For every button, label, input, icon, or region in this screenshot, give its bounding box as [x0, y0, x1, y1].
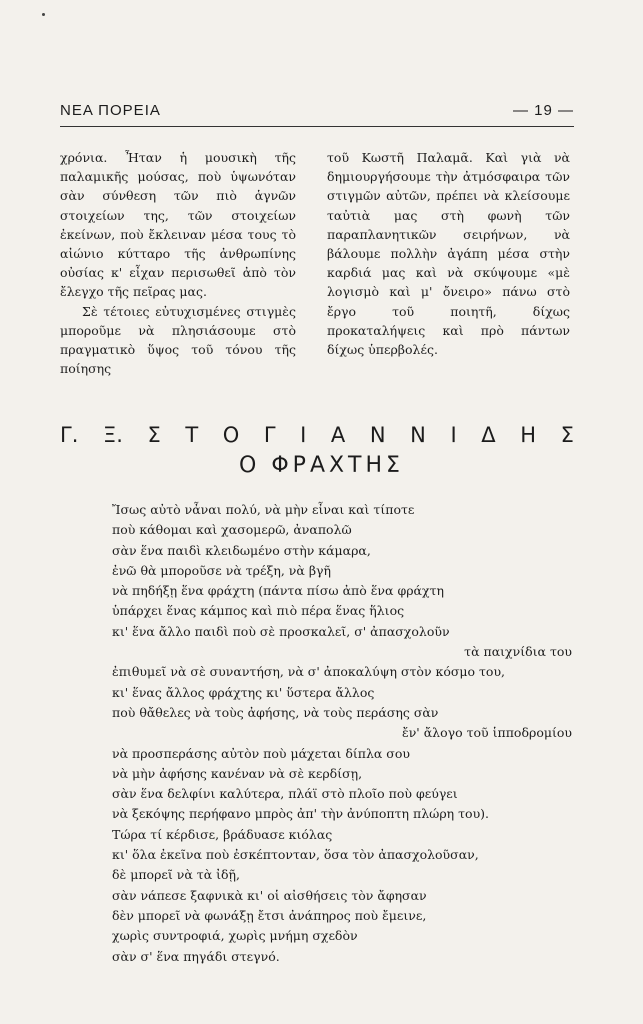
author-letter: Τ — [185, 423, 199, 447]
right-column — [327, 148, 570, 359]
left-paragraph-1: χρόνια. Ἦταν ἡ μουσικὴ τῆς παλαμικῆς μούσας, ποὺ ὑψωνόταν σὰν σύνθεση τῶν πιὸ ἁγνῶν στοιχείων της, τῶν στοιχείων ἐκείνων, ποὺ ἔκλειναν μέσα τους τὸ αἰώνιο κύτταρο τῆς ἀνθρωπίνης οὐσίας κ' εἶχαν περισωθεῖ ἀπὸ τὸν ἔλεγχο τῆς πεῖρας μας. — [60, 150, 296, 300]
left-paragraph-2: Σὲ τέτοιες εὐτυχισμένες στιγμὲς μποροῦμε νὰ πλησιάσουμε στὸ πραγματικὸ ὕψος τοῦ τόνου τῆς ποίησης — [60, 303, 296, 377]
author-letter: Η — [520, 423, 536, 447]
poem-line: κι' ὅλα ἐκεῖνα ποὺ ἐσκέπτονταν, ὅσα τὸν ἀπασχολοῦσαν, — [112, 847, 479, 863]
poem-line: νὰ προσπεράσης αὐτὸν ποὺ μάχεται δίπλα σου — [112, 745, 410, 761]
poem-line: σὰν σ' ἕνα πηγάδι στεγνό. — [112, 948, 280, 964]
poem-line: σὰν νάπεσε ξαφνικὰ κι' οἱ αἰσθήσεις τὸν ἄφησαν — [112, 887, 427, 903]
journal-title: ΝΕΑ ΠΟΡΕΙΑ — [60, 102, 161, 119]
author-name — [60, 423, 574, 447]
poem-line: Ἴσως αὐτὸ νἆναι πολύ, νὰ μὴν εἶναι καὶ τίποτε — [112, 502, 415, 517]
author-letter: Α — [330, 423, 346, 447]
poem-line: ποὺ κάθομαι καὶ χασομερῶ, ἀναπολῶ — [112, 522, 352, 538]
poem-body — [112, 500, 572, 967]
ink-speck — [42, 13, 45, 16]
poem-line: νὰ μὴν ἀφήσης κανέναν νὰ σὲ κερδίσῃ, — [112, 765, 363, 781]
author-letter: Ν — [410, 423, 426, 447]
poem-line: κι' ἕνα ἄλλο παιδὶ ποὺ σὲ προσκαλεῖ, σ' ἀπασχολοῦν — [112, 623, 450, 639]
right-paragraph-1: τοῦ Κωστῆ Παλαμᾶ. Καὶ γιὰ νὰ δημιουργήσουμε τὴν ἀτμόσφαιρα τῶν στιγμῶν αὐτῶν, πρέπει νὰ κλείσουμε ταὐτιὰ μας στὴ φωνὴ τῶν παραπλανητικῶν σειρήνων, νὰ βάλουμε πολλὴν ἀγάπη μέσα στὴν καρδιά μας καὶ νὰ σκύψουμε «μὲ λογισμὸ καὶ μ' ὄνειρο» πάνω στὸ ἔργο τοῦ ποιητῆ, δίχως προκαταλήψεις καὶ πρὸ πάντων δίχως ὑπερβολές. — [327, 150, 570, 358]
poem-line: δὲ μπορεῖ νὰ τὰ ἰδῇ, — [112, 867, 241, 883]
author-letter: Ι — [450, 423, 457, 447]
poem-line: κι' ἕνας ἄλλος φράχτης κι' ὕστερα ἄλλος — [112, 684, 375, 700]
poem-line: ποὺ θἄθελες νὰ τοὺς ἀφήσης, νὰ τοὺς περάσης σὰν — [112, 704, 439, 720]
poem-line: νὰ ξεκόψης περήφανο μπρὸς ἀπ' τὴν ἀνύποπτη πλώρη του). — [112, 806, 490, 822]
header-rule — [60, 126, 574, 127]
poem-line: ἔν' ἄλογο τοῦ ἱπποδρομίου — [402, 725, 572, 741]
author-letter: Δ — [481, 423, 496, 447]
poem-line: νὰ πηδήξῃ ἕνα φράχτη (πάντα πίσω ἀπὸ ἕνα φράχτη — [112, 583, 444, 599]
running-header — [60, 100, 574, 126]
poem-title: Ο ΦΡΑΧΤΗΣ — [239, 453, 404, 478]
page-number: — 19 — — [512, 102, 574, 119]
poem-line: σὰν ἕνα δελφίνι καλύτερα, πλάϊ στὸ πλοῖο ποὺ φεύγει — [112, 786, 458, 802]
author-letter: Σ — [147, 423, 161, 447]
poem-line: ἐνῶ θὰ μποροῦσε νὰ τρέξη, νὰ βγῆ — [112, 562, 332, 578]
author-letter: Ξ. — [102, 423, 123, 447]
poem-line: δὲν μπορεῖ νὰ φωνάξῃ ἔτσι ἀνάπηρος ποὺ ἔμεινε, — [112, 907, 427, 923]
author-letter: Ο — [222, 423, 240, 447]
poem-line: ἐπιθυμεῖ νὰ σὲ συναντήση, νὰ σ' ἀποκαλύψη στὸν κόσμο του, — [112, 664, 506, 680]
poem-line: σὰν ἕνα παιδὶ κλειδωμένο στὴν κάμαρα, — [112, 542, 371, 558]
poem-line: χωρὶς συντροφιά, χωρὶς μνήμη σχεδὸν — [112, 928, 358, 944]
poem-line: τὰ παιχνίδια του — [464, 644, 572, 660]
author-letter: Σ — [560, 423, 574, 447]
poem-line: Τώρα τί κέρδισε, βράδυασε κιόλας — [112, 826, 333, 842]
author-letter: Ι — [300, 423, 307, 447]
author-letter: Ν — [369, 423, 386, 447]
poem-line: ὑπάρχει ἕνας κάμπος καὶ πιὸ πέρα ἕνας ἥλιος — [112, 603, 405, 619]
author-letter: Γ — [263, 423, 276, 447]
author-letter: Γ. — [60, 423, 79, 447]
left-column — [60, 148, 296, 378]
